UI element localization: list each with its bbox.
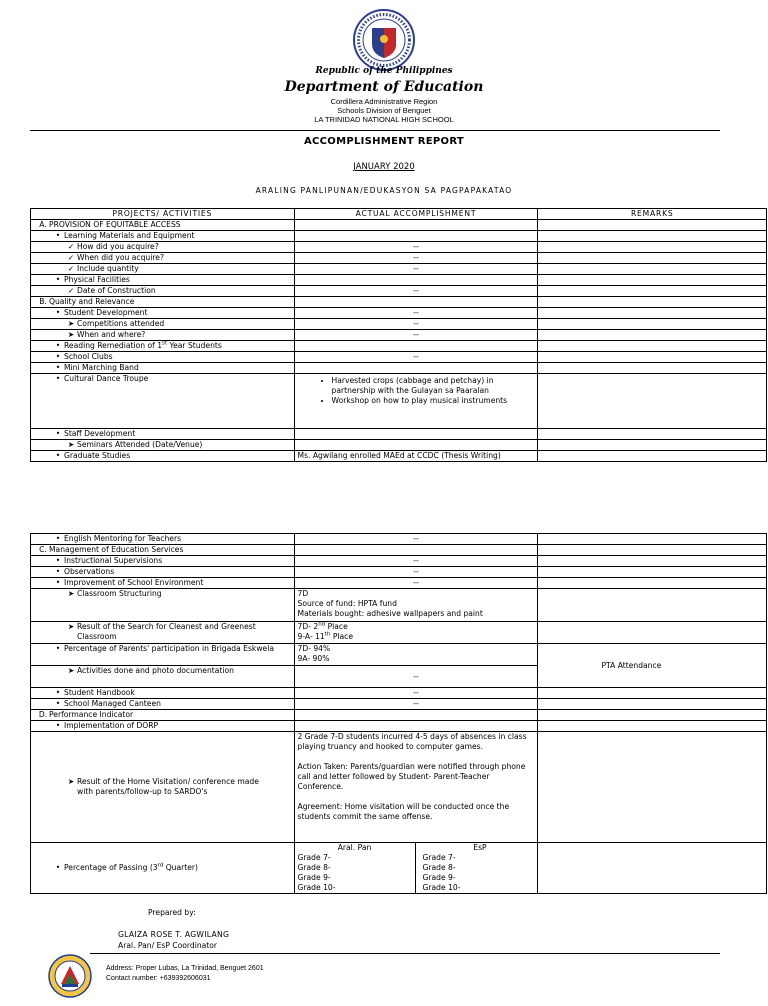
accomplishment-cell (294, 231, 538, 242)
activity-label: Graduate Studies (64, 451, 131, 460)
remarks-cell (538, 220, 767, 231)
activity-label: Classroom Structuring (77, 589, 162, 598)
activity-label: Cultural Dance Troupe (64, 374, 149, 383)
table-row (31, 264, 767, 275)
table-row (31, 843, 767, 894)
table-row (31, 363, 767, 374)
grade-line: Grade 7- (422, 853, 456, 862)
activity-label: Physical Facilities (64, 275, 130, 284)
list-item: • Workshop on how to play musical instruments (332, 396, 535, 406)
region-name: Cordillera Administrative Region (330, 97, 438, 106)
table-row (31, 429, 767, 440)
arrow-icon: ➤ (67, 666, 75, 675)
table-row (31, 545, 767, 556)
table-row (31, 231, 767, 242)
school-name: LA TRINIDAD NATIONAL HIGH SCHOOL (314, 115, 454, 124)
activity-label: Mini Marching Band (64, 363, 139, 372)
remarks-cell (538, 231, 767, 242)
table-row (31, 275, 767, 286)
department-name: Department of Education (284, 79, 484, 95)
remarks-cell (538, 275, 767, 286)
table-row (31, 352, 767, 363)
section-label: PROVISION OF EQUITABLE ACCESS (49, 220, 181, 229)
header-divider (30, 130, 720, 131)
grade-line: Grade 10- (422, 883, 461, 892)
table-row (31, 644, 767, 666)
accomplishment-paragraph: Action Taken: Parents/guardian were notified through phone call and letter followed by Student- Parent-Teacher Conference. (297, 762, 526, 791)
activity-label: Improvement of School Environment (64, 578, 204, 587)
table-row (31, 710, 767, 721)
remarks-cell (538, 644, 767, 688)
accomplishment-paragraph: Agreement: Home visitation will be conducted once the students commit the same offense. (297, 802, 510, 821)
accomplishment-cell (294, 429, 538, 440)
bullet-icon: • (55, 341, 61, 350)
table-row (31, 440, 767, 451)
accomplishment-cell (294, 622, 538, 644)
remarks-cell (538, 286, 767, 297)
table-row (31, 220, 767, 231)
bullet-icon: • (55, 451, 61, 460)
activity-label: Observations (64, 567, 115, 576)
bullet-icon: • (55, 352, 61, 361)
prepared-by-label: Prepared by: (148, 908, 196, 917)
accomplishment-paragraph: 2 Grade 7-D students incurred 4-5 days of absences in class playing truancy and hooked to computer games. (297, 732, 527, 751)
bullet-icon: • (55, 567, 61, 576)
activity-label: When and where? (77, 330, 146, 339)
activity-label: When did you acquire? (77, 253, 164, 262)
table-row (31, 242, 767, 253)
accomplishment-line: Source of fund: HPTA fund (297, 599, 397, 608)
accomplishment-cell (294, 589, 538, 622)
bullet-icon: • (55, 363, 61, 372)
column-header: REMARKS (538, 209, 767, 220)
bullet-icon: • (55, 863, 61, 872)
accomplishment-cell (294, 220, 538, 231)
accomplishment-cell: -- (294, 319, 538, 330)
accomplishment-cell: -- (294, 308, 538, 319)
accomplishment-cell: -- (294, 556, 538, 567)
accomplishment-cell: -- (294, 578, 538, 589)
bullet-icon: • (55, 308, 61, 317)
activity-label: Learning Materials and Equipment (64, 231, 195, 240)
section-marker: C. (39, 545, 47, 554)
arrow-icon: ➤ (67, 589, 75, 598)
table-row (31, 253, 767, 264)
bullet-icon: • (55, 721, 61, 730)
arrow-icon: ➤ (67, 319, 75, 328)
grade-line: Grade 7- (297, 853, 331, 862)
table-row (31, 451, 767, 462)
arrow-icon: ➤ (67, 440, 75, 449)
bullet-icon: • (55, 556, 61, 565)
accomplishment-cell: -- (294, 330, 538, 341)
remarks-cell (538, 319, 767, 330)
accomplishment-cell (294, 297, 538, 308)
signatory-name: GLAIZA ROSE T. AGWILANG (118, 930, 230, 939)
activity-label: Percentage of Passing (3rd Quarter) (64, 862, 198, 872)
bullet-icon: • (55, 688, 61, 697)
grade-line: Grade 9- (297, 873, 331, 882)
section-label: Management of Education Services (49, 545, 184, 554)
bullet-icon: • (55, 644, 61, 653)
accomplishment-cell: -- (294, 242, 538, 253)
passing-subtable (295, 843, 538, 893)
checkmark-icon: ✓ (67, 242, 75, 251)
column-header: ACTUAL ACCOMPLISHMENT (294, 209, 538, 220)
activity-label: Competitions attended (77, 319, 165, 328)
activity-label: Implementation of DORP (64, 721, 159, 730)
bullet-icon: • (55, 578, 61, 587)
bullet-icon: • (55, 231, 61, 240)
footer-divider (90, 953, 720, 954)
section-marker: D. (38, 710, 48, 719)
arrow-icon: ➤ (67, 777, 75, 786)
remarks-cell (538, 451, 767, 462)
remarks-cell (538, 341, 767, 352)
accomplishment-cell (294, 374, 538, 429)
report-title: ACCOMPLISHMENT REPORT (303, 136, 465, 147)
remarks-cell (538, 429, 767, 440)
section-label: Quality and Relevance (49, 297, 135, 306)
remarks-cell (538, 534, 767, 545)
grade-line: Grade 9- (422, 873, 456, 882)
report-table-part1 (30, 208, 767, 462)
subject-header: Aral. Pan (337, 843, 372, 852)
accomplishment-line: 9-A- 11th Place (297, 631, 354, 641)
remarks-cell (538, 297, 767, 308)
accomplishment-cell: -- (294, 264, 538, 275)
report-month: JANUARY 2020 (353, 162, 415, 172)
accomplishment-cell: -- (294, 352, 538, 363)
activity-label: Staff Development (64, 429, 136, 438)
table-row (31, 578, 767, 589)
accomplishment-cell: -- (294, 688, 538, 699)
footer-address: Address: Proper Lubas, La Trinidad, Benguet 2601 (106, 965, 264, 972)
remarks-cell (538, 363, 767, 374)
accomplishment-cell (294, 644, 538, 666)
activity-label: Seminars Attended (Date/Venue) (77, 440, 203, 449)
school-logo-icon (48, 954, 92, 998)
activity-label: Activities done and photo documentation (77, 666, 234, 675)
deped-seal-icon (348, 8, 420, 72)
table-row (31, 297, 767, 308)
accomplishment-cell (294, 275, 538, 286)
activity-label: School Clubs (64, 352, 113, 361)
table-row (31, 534, 767, 545)
remarks-text: PTA Attendance (601, 660, 662, 670)
table-row (31, 286, 767, 297)
remarks-cell (538, 352, 767, 363)
bullet-icon: • (55, 699, 61, 708)
activity-label: Include quantity (77, 264, 139, 273)
table-row (31, 556, 767, 567)
accomplishment-cell: -- (294, 253, 538, 264)
grade-line: Grade 10- (297, 883, 336, 892)
bullet-icon: • (55, 429, 61, 438)
report-table-part2 (30, 533, 767, 894)
section-marker: B. (39, 297, 47, 306)
activity-label: Result of the Home Visitation/ conference made with parents/follow-up to SARDO's (77, 777, 259, 796)
checkmark-icon: ✓ (67, 286, 75, 295)
remarks-cell (538, 440, 767, 451)
accomplishment-cell: -- (294, 699, 538, 710)
activity-label: Student Handbook (64, 688, 135, 697)
accomplishment-cell: -- (294, 534, 538, 545)
table-row (31, 308, 767, 319)
bullet-icon: • (55, 374, 61, 383)
arrow-icon: ➤ (67, 622, 75, 631)
accomplishment-cell: -- (294, 286, 538, 297)
accomplishment-list (298, 376, 535, 406)
remarks-cell (538, 264, 767, 275)
subject-header: EsP (473, 843, 487, 852)
table-row (31, 732, 767, 843)
signatory-position: Aral. Pan/ EsP Coordinator (118, 941, 218, 950)
accomplishment-cell (294, 363, 538, 374)
accomplishment-line: 7D- 2nd Place (297, 621, 348, 631)
activity-label: How did you acquire? (77, 242, 159, 251)
bullet-icon: • (55, 534, 61, 543)
table-row (31, 374, 767, 429)
accomplishment-cell: -- (294, 666, 538, 688)
table-row (31, 622, 767, 644)
table-row (31, 688, 767, 699)
remarks-cell (538, 242, 767, 253)
footer-contact: Contact number: +639392606031 (106, 975, 211, 982)
checkmark-icon: ✓ (67, 253, 75, 262)
arrow-icon: ➤ (67, 330, 75, 339)
remarks-cell (538, 253, 767, 264)
accomplishment-cell: Ms. Agwilang enrolled MAEd at CCDC (Thesis Writing) (294, 451, 538, 462)
accomplishment-cell (294, 732, 538, 843)
table-row (31, 721, 767, 732)
section-marker: A. (39, 220, 47, 229)
checkmark-icon: ✓ (67, 264, 75, 273)
table-row (31, 699, 767, 710)
table-row (31, 567, 767, 578)
accomplishment-cell: -- (294, 567, 538, 578)
activity-label: English Mentoring for Teachers (64, 534, 182, 543)
table-header-row (31, 209, 767, 220)
activity-label: School Managed Canteen (64, 699, 161, 708)
table-row (31, 319, 767, 330)
division-name: Schools Division of Benguet (337, 106, 431, 115)
accomplishment-line: Materials bought: adhesive wallpapers and paint (297, 609, 483, 618)
grade-line: Grade 8- (297, 863, 331, 872)
column-header: PROJECTS/ ACTIVITIES (31, 209, 295, 220)
remarks-cell (538, 308, 767, 319)
accomplishment-cell (294, 341, 538, 352)
passing-cell (294, 843, 538, 894)
grade-line: Grade 8- (422, 863, 456, 872)
accomplishment-line: 9A- 90% (297, 654, 330, 663)
table-row (31, 330, 767, 341)
report-subject: ARALING PANLIPUNAN/EDUKASYON SA PAGPAPAKATAO (255, 186, 513, 195)
activity-label: Reading Remediation of 1st Year Students (64, 340, 222, 350)
accomplishment-line: 7D (297, 589, 309, 598)
activity-label: Student Development (64, 308, 148, 317)
accomplishment-cell (294, 440, 538, 451)
bullet-icon: • (55, 275, 61, 284)
table-row (31, 341, 767, 352)
activity-label: Instructional Supervisions (64, 556, 163, 565)
activity-label: Result of the Search for Cleanest and Greenest Classroom (77, 622, 256, 641)
activity-label: Percentage of Parents' participation in Brigada Eskwela (64, 644, 274, 653)
republic-text: Republic of the Philippines (315, 66, 453, 76)
activity-label: Date of Construction (77, 286, 156, 295)
remarks-cell (538, 374, 767, 429)
remarks-cell (538, 330, 767, 341)
table-row (31, 589, 767, 622)
section-label: Performance Indicator (49, 710, 134, 719)
accomplishment-line: 7D- 94% (297, 644, 331, 653)
list-item: • Harvested crops (cabbage and petchay) in partnership with the Gulayan sa Paaralan (332, 376, 535, 396)
